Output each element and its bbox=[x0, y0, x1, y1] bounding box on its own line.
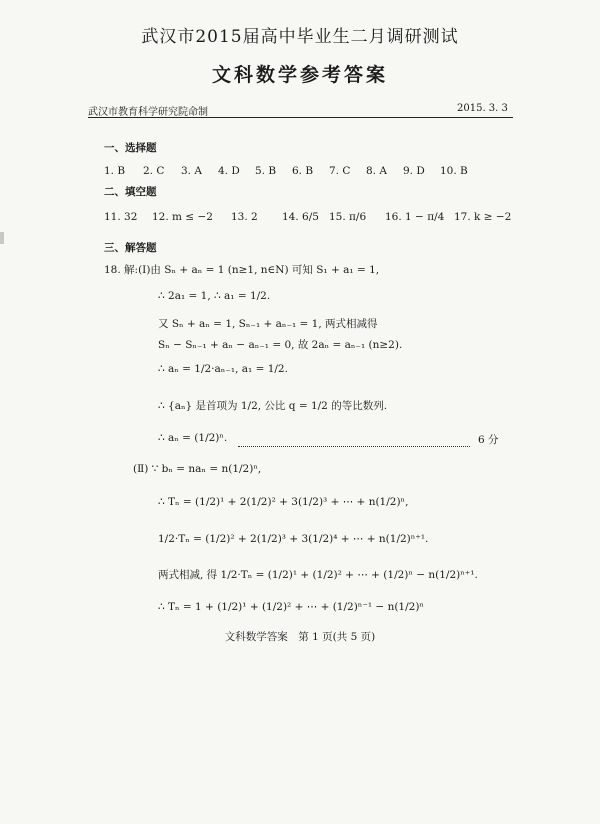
answer-item: 13. 2 bbox=[231, 211, 258, 223]
solution-line: 18. 解:(Ⅰ)由 Sₙ + aₙ = 1 (n≥1, n∈N) 可知 S₁ + a₁ = 1, bbox=[104, 264, 380, 276]
solution-line: ∴ Tₙ = 1 + (1/2)¹ + (1/2)² + ⋯ + (1/2)ⁿ⁻¹ − n(1/2)ⁿ bbox=[158, 601, 424, 613]
solution-line: ∴ aₙ = (1/2)ⁿ. bbox=[158, 432, 228, 444]
solution-line: 两式相减, 得 1/2·Tₙ = (1/2)¹ + (1/2)² + ⋯ + (1/2)ⁿ − n(1/2)ⁿ⁺¹. bbox=[158, 569, 478, 581]
solution-line: Sₙ − Sₙ₋₁ + aₙ − aₙ₋₁ = 0, 故 2aₙ = aₙ₋₁ (n≥2). bbox=[158, 339, 403, 351]
answer-item: 3. A bbox=[181, 165, 202, 177]
answer-item: 14. 6/5 bbox=[282, 211, 319, 223]
answer-item: 7. C bbox=[329, 165, 351, 177]
answer-item: 16. 1 − π/4 bbox=[385, 211, 445, 223]
answer-item: 10. B bbox=[440, 165, 468, 177]
issue-date: 2015. 3. 3 bbox=[457, 103, 508, 114]
answer-item: 12. m ≤ −2 bbox=[152, 211, 213, 223]
exam-title: 武汉市2015届高中毕业生二月调研测试 bbox=[141, 27, 459, 47]
answer-item: 15. π/6 bbox=[329, 211, 367, 223]
answer-item: 11. 32 bbox=[104, 211, 138, 223]
answer-item: 4. D bbox=[218, 165, 240, 177]
solution-line: ∴ {aₙ} 是首项为 1/2, 公比 q = 1/2 的等比数列. bbox=[158, 400, 388, 412]
scan-edge-mark bbox=[0, 232, 4, 244]
solution-line: 又 Sₙ + aₙ = 1, Sₙ₋₁ + aₙ₋₁ = 1, 两式相减得 bbox=[158, 318, 378, 330]
answer-item: 8. A bbox=[366, 165, 387, 177]
page-footer: 文科数学答案 第 1 页(共 5 页) bbox=[224, 631, 376, 643]
score-mark: 6 分 bbox=[478, 434, 499, 446]
answer-item: 5. B bbox=[255, 165, 277, 177]
solution-line: ∴ 2a₁ = 1, ∴ a₁ = 1/2. bbox=[158, 290, 271, 302]
header-divider bbox=[88, 117, 513, 118]
solution-line: (Ⅱ) ∵ bₙ = naₙ = n(1/2)ⁿ, bbox=[133, 463, 262, 475]
section-heading-solution: 三、解答题 bbox=[104, 242, 157, 254]
answer-item: 1. B bbox=[104, 165, 126, 177]
answer-item: 9. D bbox=[403, 165, 425, 177]
section-heading-choice: 一、选择题 bbox=[104, 142, 157, 154]
answer-item: 6. B bbox=[292, 165, 314, 177]
document-subtitle: 文科数学参考答案 bbox=[211, 64, 388, 86]
solution-line: ∴ Tₙ = (1/2)¹ + 2(1/2)² + 3(1/2)³ + ⋯ + n(1/2)ⁿ, bbox=[158, 496, 409, 508]
solution-line: ∴ aₙ = 1/2·aₙ₋₁, a₁ = 1/2. bbox=[158, 363, 288, 375]
solution-line: 1/2·Tₙ = (1/2)² + 2(1/2)³ + 3(1/2)⁴ + ⋯ + n(1/2)ⁿ⁺¹. bbox=[158, 533, 429, 545]
issuer-label: 武汉市教育科学研究院命制 bbox=[88, 107, 208, 118]
score-leader bbox=[238, 432, 470, 451]
answer-item: 2. C bbox=[143, 165, 165, 177]
section-heading-fill: 二、填空题 bbox=[104, 186, 157, 198]
answer-item: 17. k ≥ −2 bbox=[454, 211, 512, 223]
